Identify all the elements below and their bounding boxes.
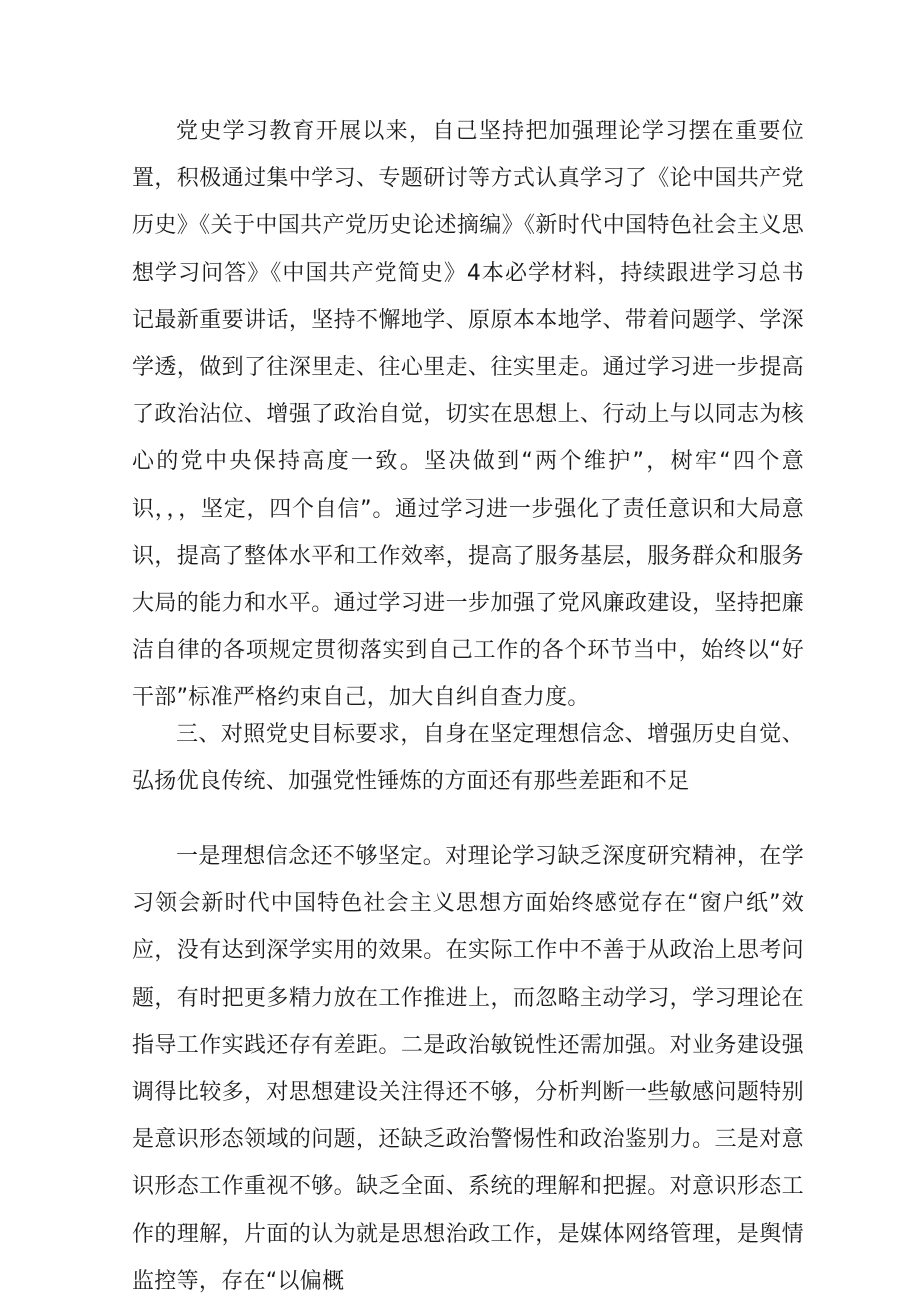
section-heading-three: 三、对照党史目标要求，自身在坚定理想信念、增强历史自觉、弘扬优良传统、加强党性锤炼的方面还有那些差距和不足 [132,722,804,795]
body-paragraph-study-summary: 党史学习教育开展以来，自己坚持把加强理论学习摆在重要位置，积极通过集中学习、专题研讨等方式认真学习了《论中国共产党历史》《关于中国共产党历史论述摘编》《新时代中国特色社会主义思想学习问答》《中国共产党简史》4本必学材料，持续跟进学习总书记最新重要讲话，坚持不懈地学、原原本本地学、带着问题学、学深学透，做到了往深里走、往心里走、往实里走。通过学习进一步提高了政治沾位、增强了政治自觉，切实在思想上、行动上与以同志为核心的党中央保持高度一致。坚决做到“两个维护”，树牢“四个意识，，，坚定，四个自信”。通过学习进一步强化了责任意识和大局意识，提高了整体水平和工作效率，提高了服务基层，服务群众和服务大局的能力和水平。通过学习进一步加强了党风廉政建设，坚持把廉洁自律的各项规定贯彻落实到自己工作的各个环节当中，始终以“好干部”标准严格约束自己，加大自纠自查力度。 [132,119,804,711]
body-paragraph-shortcomings: 一是理想信念还不够坚定。对理论学习缺乏深度研究精神，在学习领会新时代中国特色社会主义思想方面始终感觉存在“窗户纸”效应，没有达到深学实用的效果。在实际工作中不善于从政治上思考问题，有时把更多精力放在工作推进上，而忽略主动学习，学习理论在指导工作实践还存有差距。二是政治敏锐性还需加强。对业务建设强调得比较多，对思想建设关注得还不够，分析判断一些敏感问题特别是意识形态领域的问题，还缺乏政治警惕性和政治鉴别力。三是对意识形态工作重视不够。缺乏全面、系统的理解和把握。对意识形态工作的理解，片面的认为就是思想治政工作，是媒体网络管理，是舆情监控等，存在“以偏概 [132,844,804,1294]
